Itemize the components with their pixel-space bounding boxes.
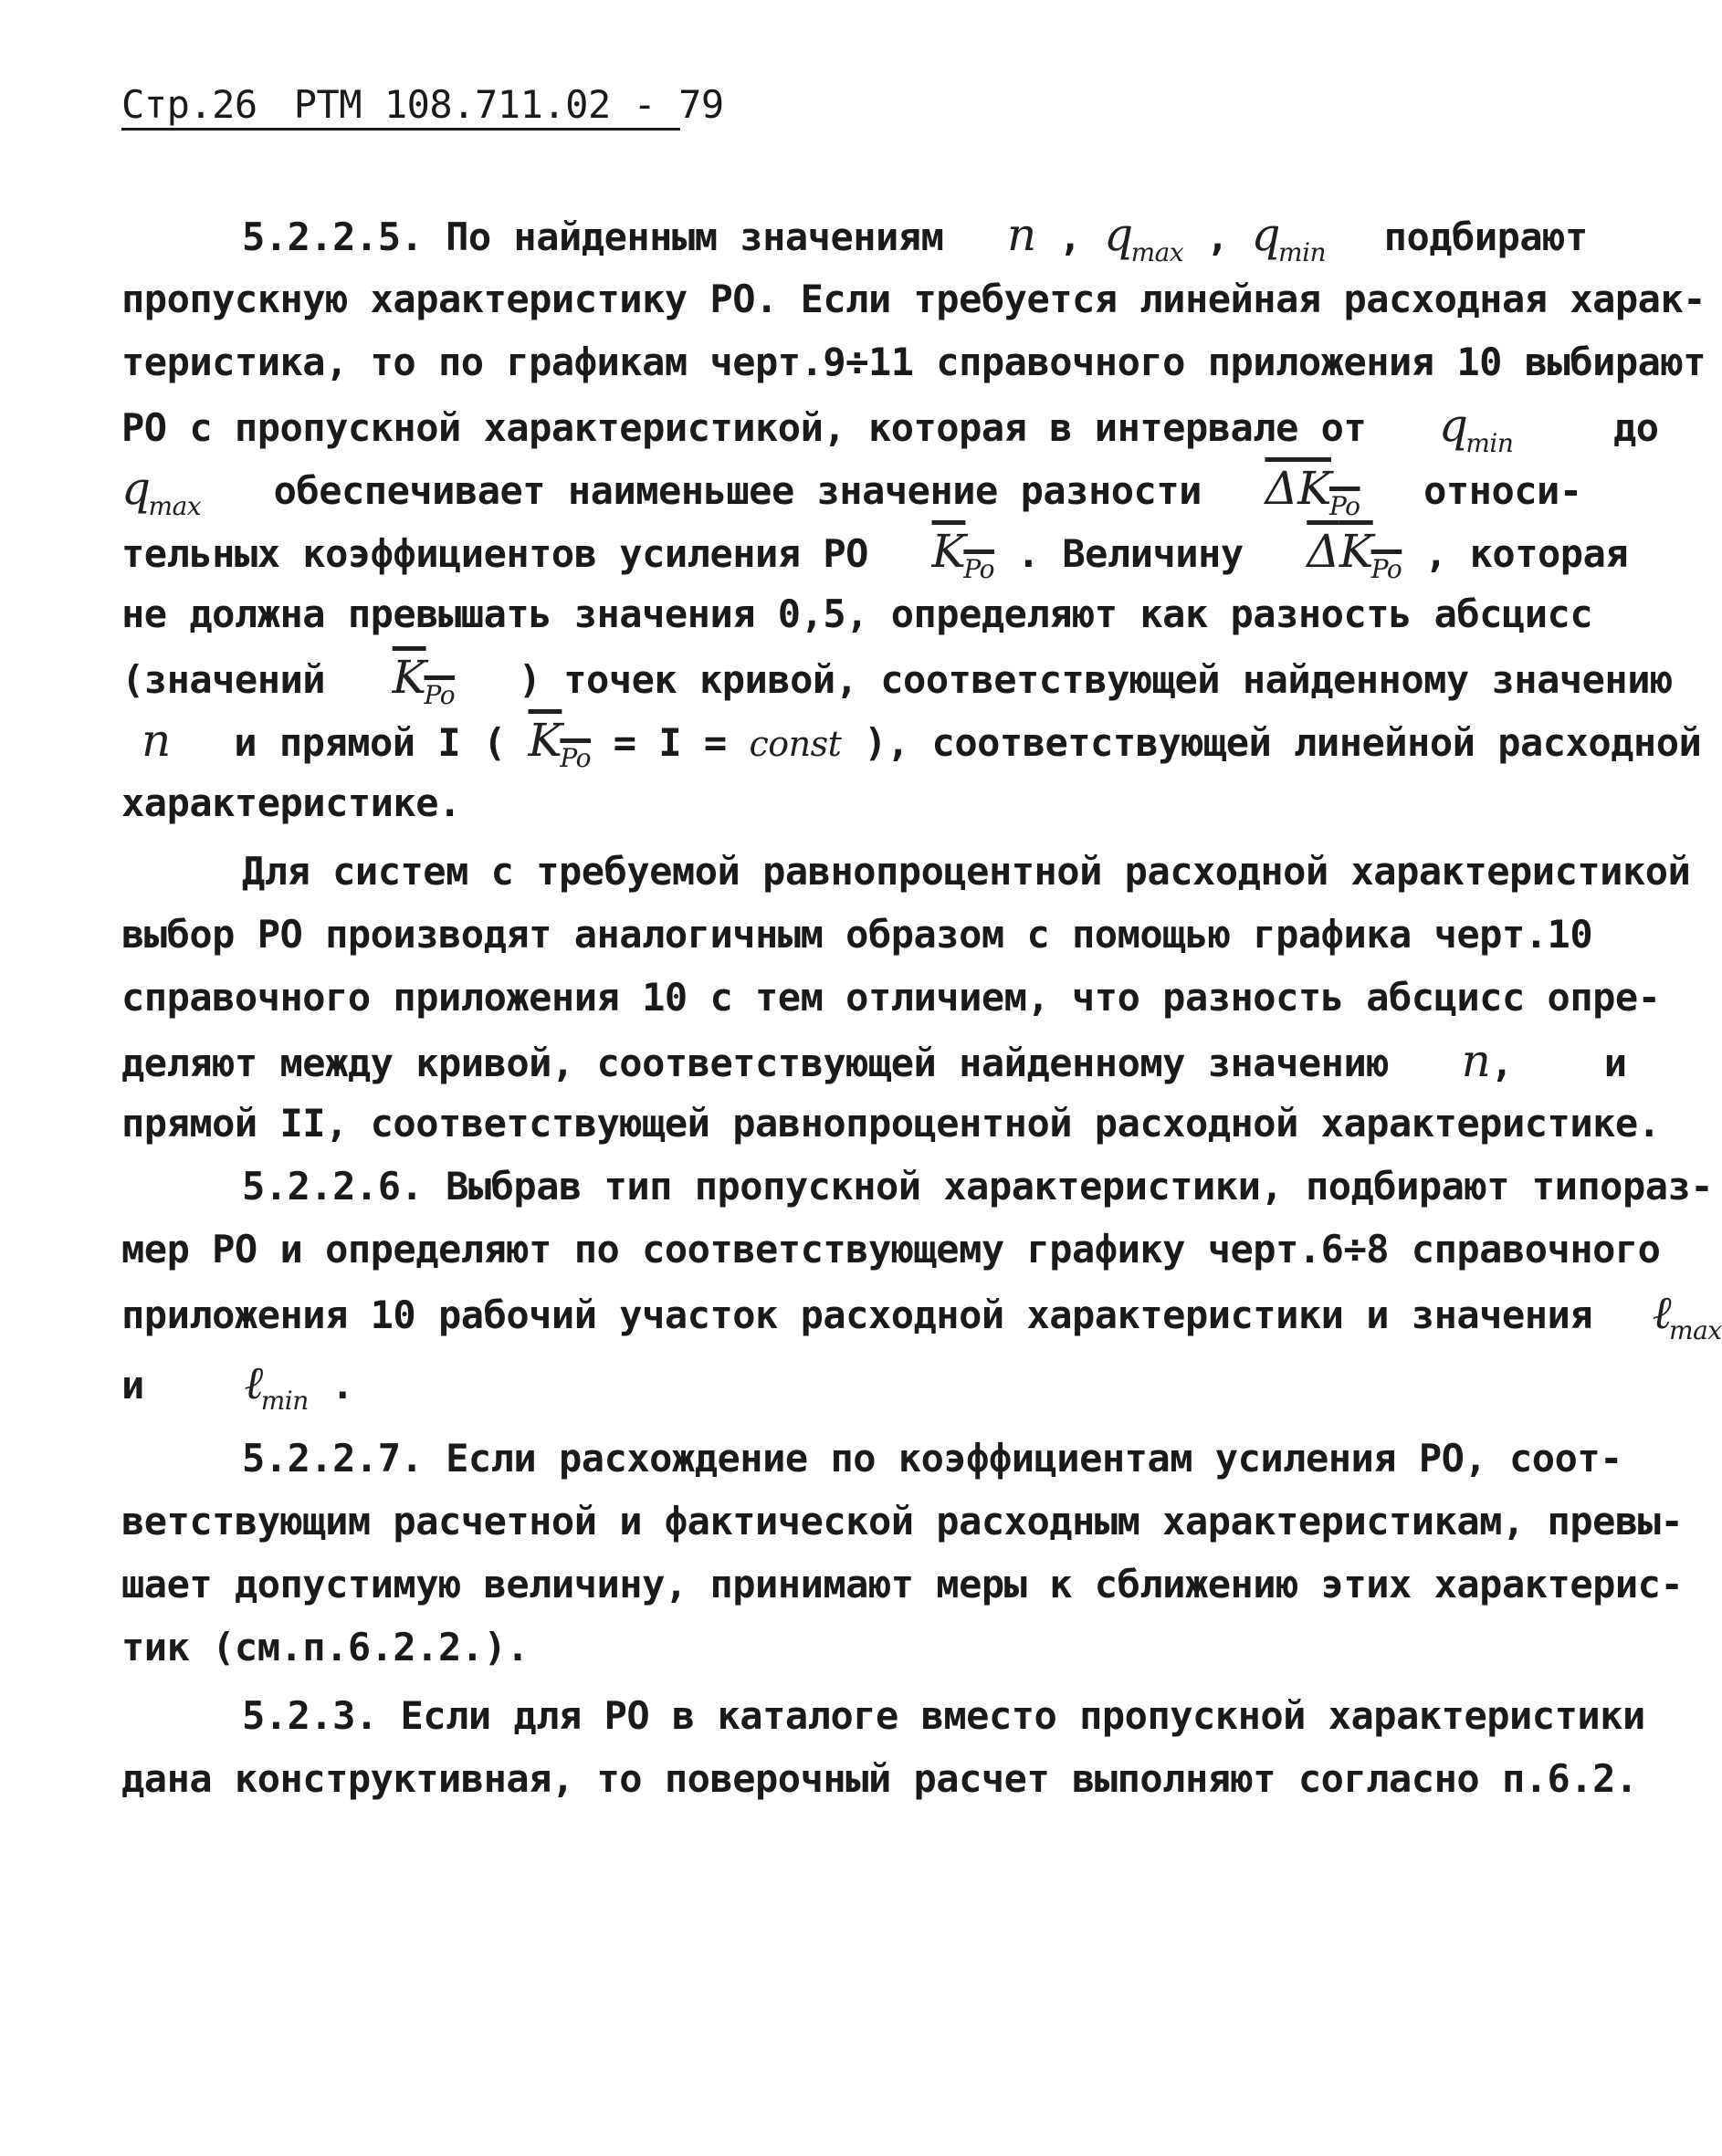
- para-5225-line-10: характеристике.: [121, 780, 461, 825]
- page-number: Стр.26: [121, 82, 257, 127]
- para-equal-line-2: выбор РО производят аналогичным образом с помощью графика черт.10: [121, 912, 1593, 957]
- text: и: [1603, 1041, 1627, 1085]
- l-symbol: ℓ: [244, 1356, 263, 1409]
- k-symbol: K: [931, 525, 966, 578]
- para-5225-line-3: теристика, то по графикам черт.9÷11 справочного приложения 10 выбирают: [121, 340, 1706, 384]
- para-5225-line-7: не должна превышать значения 0,5, определяют как разность абсцисс: [121, 591, 1593, 636]
- delta-symbol: Δ: [1307, 525, 1339, 578]
- para-5225-line-6: [121, 519, 1628, 583]
- para-equal-line-4: [121, 1029, 1627, 1093]
- para-5226-line-2: мер РО и определяют по соответствующему графику черт.6÷8 справочного: [121, 1227, 1661, 1272]
- handwritten-n: n: [142, 714, 171, 767]
- max-subscript: max: [1130, 237, 1184, 267]
- comma: ,: [1205, 215, 1229, 259]
- q-symbol: q: [121, 462, 151, 515]
- comma: ,: [1058, 215, 1082, 259]
- document-code: РТМ 108.711.02 - 79: [293, 82, 724, 127]
- text: тельных коэффициентов усиления РО: [121, 531, 868, 576]
- text: ) точек кривой, соответствующей найденному значению: [518, 657, 1673, 702]
- text: и прямой I (: [234, 720, 506, 765]
- text: относи-: [1423, 468, 1582, 513]
- para-5225-line-2: пропускную характеристику РО. Если требуется линейная расходная харак-: [121, 277, 1706, 321]
- text: подбирают: [1383, 215, 1588, 259]
- max-subscript: max: [1669, 1315, 1722, 1345]
- text: (значений: [121, 657, 326, 702]
- min-subscript: min: [1278, 237, 1327, 267]
- para-equal-line-1: Для систем с требуемой равнопроцентной расходной характеристикой: [242, 849, 1691, 894]
- para-5225-line-9: [142, 708, 1701, 772]
- para-5227-line-1: 5.2.2.7. Если расхождение по коэффициентам усиления РО, соот-: [242, 1436, 1622, 1481]
- para-5226-line-1: 5.2.2.6. Выбрав тип пропускной характеристики, подбирают типораз-: [242, 1164, 1714, 1209]
- q-symbol: q: [1104, 208, 1133, 261]
- l-symbol: ℓ: [1652, 1286, 1672, 1339]
- handwritten-n: n: [1006, 208, 1036, 261]
- po-subscript: Po: [560, 743, 591, 773]
- po-subscript: Po: [1328, 491, 1360, 521]
- text: приложения 10 рабочий участок расходной характеристики и значения: [121, 1293, 1593, 1337]
- po-subscript: Po: [424, 680, 456, 710]
- handwritten-lmin: [244, 1351, 308, 1433]
- para-5227-line-4: тик (см.п.6.2.2.).: [121, 1625, 530, 1669]
- handwritten-k-po: [529, 708, 591, 790]
- para-5226-line-4: [121, 1351, 353, 1415]
- para-5225-line-1: [242, 203, 1588, 267]
- text: ), соответствующей линейной расходной: [864, 720, 1702, 765]
- para-523-line-1: 5.2.3. Если для РО в каталоге вместо пропускной характеристики: [242, 1693, 1645, 1738]
- k-symbol: K: [1339, 525, 1373, 578]
- header-underline: [121, 128, 680, 131]
- text: = I =: [613, 720, 727, 765]
- delta-symbol: Δ: [1265, 462, 1298, 515]
- min-subscript: min: [260, 1386, 309, 1416]
- text: , которая: [1424, 531, 1629, 576]
- para-5225-line-4: [121, 393, 1659, 457]
- handwritten-lmax: [1653, 1281, 1722, 1363]
- text: 5.2.2.5. По найденным значениям: [242, 215, 944, 259]
- po-subscript: Po: [963, 554, 994, 584]
- text: деляют между кривой, соответствующей найденному значению: [121, 1041, 1390, 1085]
- para-5226-line-3: [121, 1281, 1722, 1345]
- max-subscript: max: [148, 491, 202, 521]
- text: .: [331, 1363, 354, 1408]
- para-5225-line-8: [121, 645, 1673, 709]
- para-equal-line-5: прямой II, соответствующей равнопроцентной расходной характеристике.: [121, 1101, 1661, 1146]
- para-5225-line-5: [121, 456, 1582, 520]
- handwritten-n: n: [1461, 1034, 1491, 1087]
- q-symbol: q: [1251, 208, 1281, 261]
- po-subscript: Po: [1370, 554, 1402, 584]
- para-5227-line-3: шает допустимую величину, принимают меры к сближению этих характерис-: [121, 1562, 1684, 1607]
- text: РО с пропускной характеристикой, которая в интервале от: [121, 405, 1367, 450]
- para-equal-line-3: справочного приложения 10 с тем отличием, что разность абсцисс опре-: [121, 975, 1661, 1020]
- text: и: [121, 1363, 144, 1408]
- k-symbol: K: [392, 651, 426, 704]
- q-symbol: q: [1438, 399, 1468, 452]
- handwritten-const: const: [749, 724, 842, 764]
- para-523-line-2: дана конструктивная, то поверочный расчет выполняют согласно п.6.2.: [121, 1756, 1638, 1801]
- text: обеспечивает наименьшее значение разности: [273, 468, 1202, 513]
- text: до: [1613, 405, 1659, 450]
- comma: ,: [1490, 1041, 1514, 1085]
- k-symbol: K: [528, 714, 562, 767]
- para-5227-line-2: ветствующим расчетной и фактической расходным характеристикам, превы-: [121, 1499, 1684, 1544]
- k-symbol: K: [1297, 462, 1331, 515]
- text: . Величину: [1016, 531, 1244, 576]
- min-subscript: min: [1465, 428, 1514, 458]
